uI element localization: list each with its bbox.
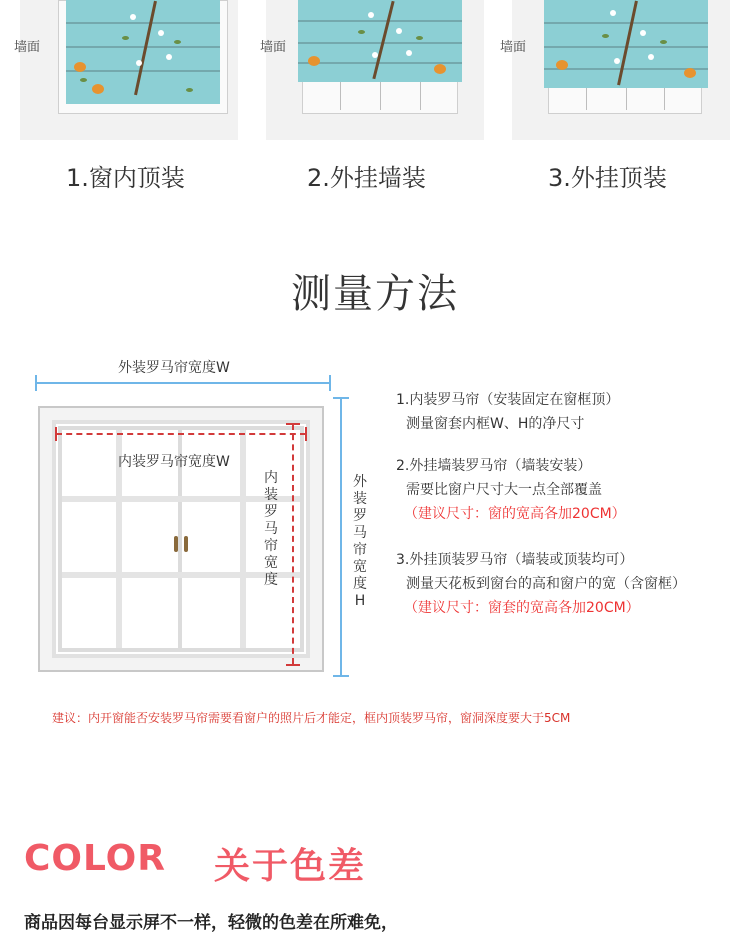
- window-handle: [174, 536, 178, 552]
- outer-width-label: 外装罗马帘宽度W: [118, 360, 230, 376]
- roman-blind-image: [298, 0, 462, 82]
- window-frame: [548, 84, 702, 114]
- install-panel-2: [260, 0, 484, 140]
- install-type-label-2: 2.外挂墙装: [307, 164, 426, 192]
- outer-height-label: 外装罗马帘宽度H: [353, 474, 367, 609]
- note-line: 需要比窗户尺寸大一点全部覆盖: [406, 482, 602, 498]
- install-panel-3: [500, 0, 730, 140]
- outer-width-line: [36, 382, 330, 384]
- note-1: [396, 388, 746, 436]
- note-suggestion: （建议尺寸：窗套的宽高各加20CM）: [404, 600, 640, 616]
- note-title: 1.内装罗马帘（安装固定在窗框顶）: [396, 392, 620, 408]
- roman-blind-image: [544, 0, 708, 88]
- note-suggestion: （建议尺寸：窗的宽高各加20CM）: [404, 506, 626, 522]
- roman-blind-image: [66, 0, 220, 104]
- note-title: 3.外挂顶装罗马帘（墙装或顶装均可）: [396, 552, 634, 568]
- note-line: 测量天花板到窗台的高和窗户的宽（含窗框）: [406, 576, 686, 592]
- wall-label: 墙面: [500, 40, 527, 55]
- window-handle: [184, 536, 188, 552]
- wall-label: 墙面: [14, 40, 41, 55]
- install-type-label-1: 1.窗内顶装: [66, 164, 185, 192]
- inner-height-line: [292, 424, 294, 664]
- measurement-notes: [396, 388, 746, 620]
- wall-label: 墙面: [260, 40, 287, 55]
- note-2: [396, 454, 746, 526]
- note-line: 测量窗套内框W、H的净尺寸: [406, 416, 585, 432]
- install-advice: 建议：内开窗能否安装罗马帘需要看窗户的照片后才能定，框内顶装罗马帘，窗洞深度要大于5CM: [52, 711, 571, 725]
- inner-height-label: 内装罗马帘宽度: [264, 470, 278, 588]
- color-description: 商品因每台显示屏不一样，轻微的色差在所难免，: [24, 913, 398, 933]
- color-title-cn: 关于色差: [214, 846, 367, 887]
- inner-width-line: [56, 433, 306, 435]
- outer-height-line: [340, 398, 342, 676]
- section-heading: 测量方法: [291, 271, 459, 317]
- color-title-en: COLOR: [24, 838, 167, 879]
- install-type-label-3: 3.外挂顶装: [548, 164, 667, 192]
- note-title: 2.外挂墙装罗马帘（墙装安装）: [396, 458, 592, 474]
- install-panel-1: [14, 0, 238, 140]
- note-3: [396, 548, 746, 620]
- inner-width-label: 内装罗马帘宽度W: [118, 454, 230, 470]
